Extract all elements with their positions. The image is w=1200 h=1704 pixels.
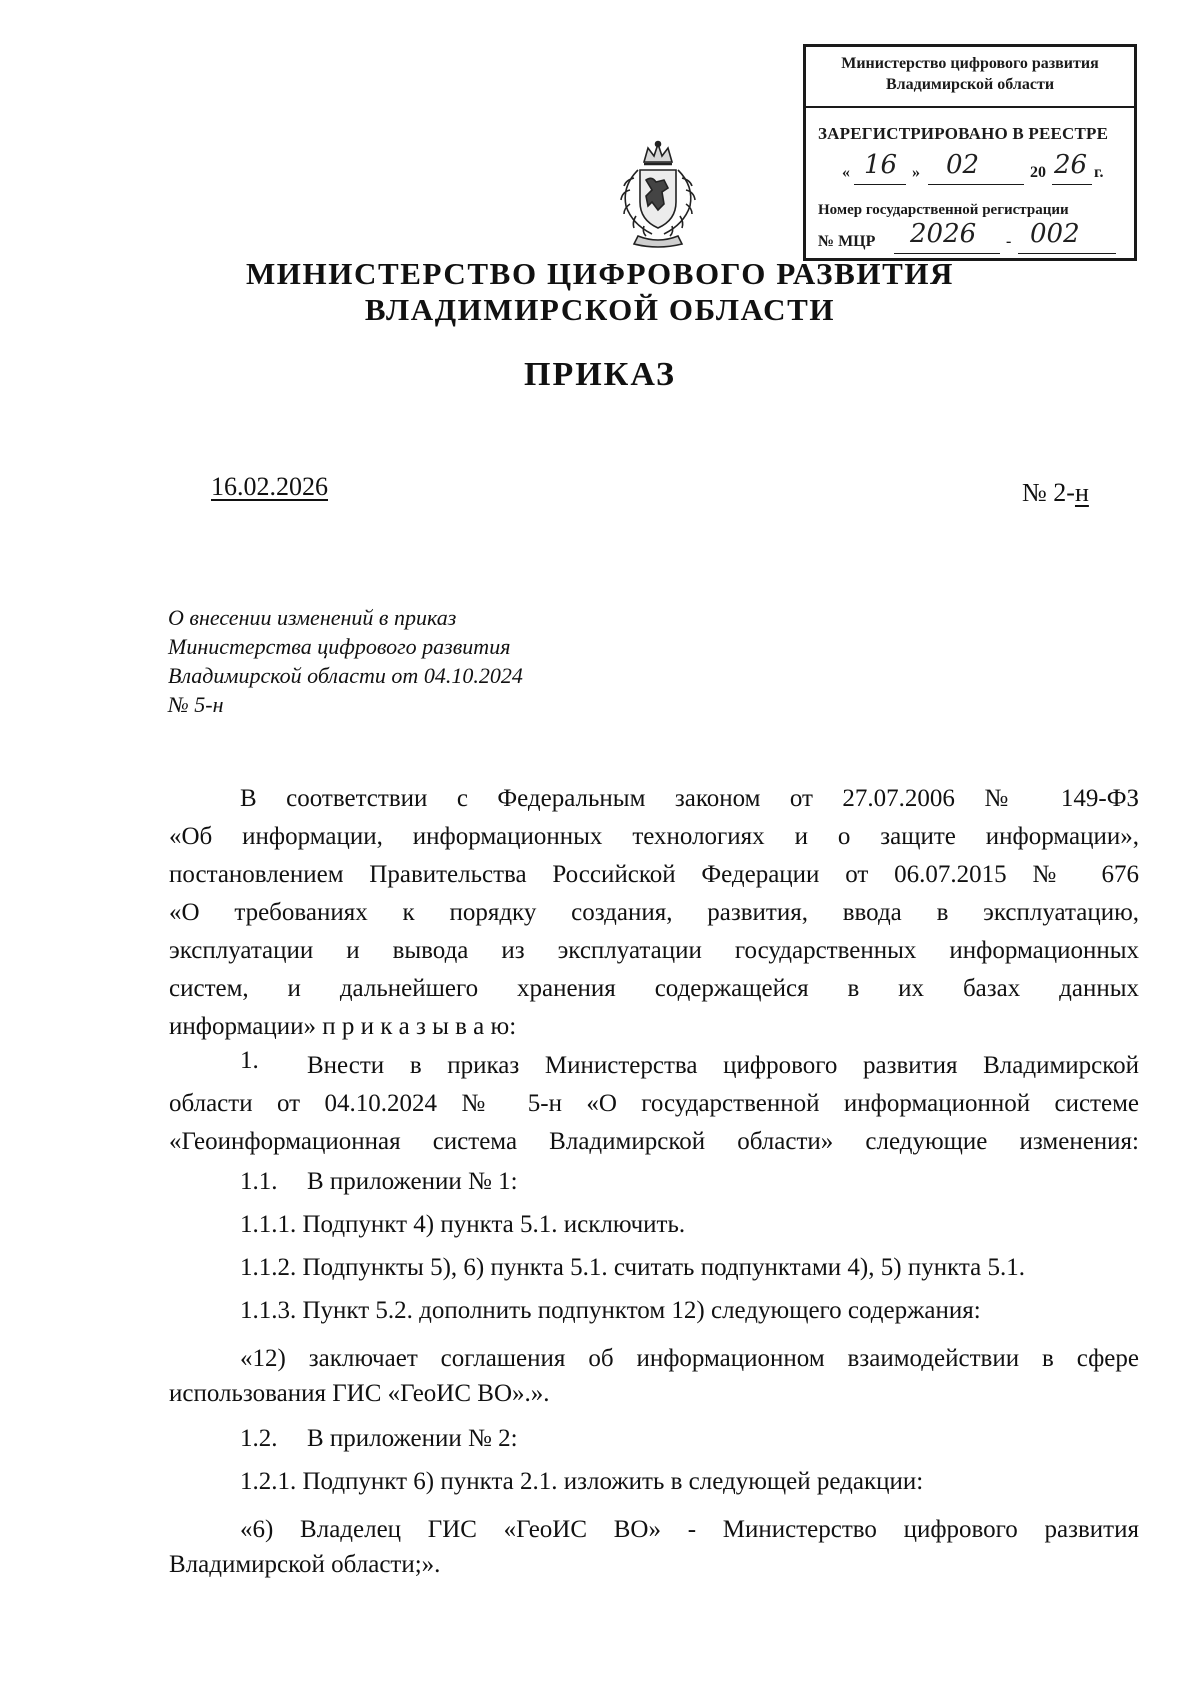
item-1-1-1: 1.1.1. Подпункт 4) пункта 5.1. исключить. (240, 1211, 686, 1238)
subject-line: № 5-н (168, 692, 224, 717)
subject-line: О внесении изменений в приказ (168, 605, 457, 630)
stamp-registered-label: ЗАРЕГИСТРИРОВАНО В РЕЕСТРЕ (818, 124, 1109, 143)
order-number-suffix: н (1074, 478, 1089, 507)
item-1-1-3: 1.1.3. Пункт 5.2. дополнить подпунктом 12) следующего содержания: (240, 1297, 981, 1324)
item-1-line3: «Геоинформационная система Владимирской области» следующие изменения: (169, 1128, 1139, 1155)
quote-12-line1-wrap (240, 1340, 1139, 1378)
quote-6-line2: Владимирской области;». (169, 1551, 441, 1578)
stamp-date-open-quote: « (842, 164, 850, 181)
item-1-2-1: 1.2.1. Подпункт 6) пункта 2.1. изложить в следующей редакции: (240, 1468, 924, 1495)
item-1-number: 1. (240, 1047, 259, 1074)
quote-6-line1: «6) Владелец ГИС «ГеоИС ВО» - Министерство цифрового развития (240, 1516, 1139, 1543)
stamp-regnum-title: Номер государственной регистрации (818, 202, 1069, 218)
stamp-regnum-year-handwritten: 2026 (910, 219, 977, 249)
quote-12-line2: использования ГИС «ГеоИС ВО».». (169, 1380, 550, 1407)
stamp-month-handwritten: 02 (946, 150, 980, 180)
quote-12-line1: «12) заключает соглашения об информационном взаимодействии в сфере (240, 1345, 1139, 1372)
preamble-line: систем, и дальнейшего хранения содержащейся в их базах данных (169, 975, 1139, 1002)
stamp-year-prefix: 20 (1030, 164, 1046, 181)
stamp-divider (806, 106, 1134, 108)
item-1-2-number: 1.2. (240, 1425, 278, 1452)
preamble-line: «Об информации, информационных технологиях и о защите информации», (169, 823, 1139, 850)
quote-6-line1-wrap (240, 1511, 1139, 1549)
order-number (1022, 478, 1089, 508)
stamp-regnum-dash: - (1006, 233, 1012, 250)
stamp-regnum-prefix: № МЦР (818, 233, 876, 250)
preamble-line: эксплуатации и вывода из эксплуатации государственных информационных (169, 937, 1139, 964)
stamp-date-close-quote: » (912, 164, 920, 181)
order-subject (168, 603, 523, 719)
preamble-last-line: информации» п р и к а з ы в а ю: (169, 1013, 517, 1040)
item-1-2-text: В приложении № 2: (307, 1425, 518, 1452)
stamp-organization (806, 53, 1134, 95)
preamble-paragraph (169, 780, 1139, 1046)
subject-line: Владимирской области от 04.10.2024 (168, 663, 523, 688)
preamble-line: В соответствии с Федеральным законом от 27.07.2006 № 149-ФЗ (240, 785, 1139, 812)
registration-stamp (803, 44, 1137, 261)
item-1-1-text: В приложении № 1: (307, 1168, 518, 1195)
subject-line: Министерства цифрового развития (168, 634, 511, 659)
item-1-1-2: 1.1.2. Подпункты 5), 6) пункта 5.1. считать подпунктами 4), 5) пункта 5.1. (240, 1254, 1025, 1281)
order-number-prefix: № 2- (1022, 478, 1075, 507)
coat-of-arms-icon (608, 140, 708, 248)
item-1-line1-wrap (307, 1047, 1139, 1085)
item-1-continuation (169, 1085, 1139, 1161)
item-1-line2: области от 04.10.2024 № 5-н «О государственной информационной системе (169, 1090, 1139, 1117)
preamble-line: «О требованиях к порядку создания, развития, ввода в эксплуатацию, (169, 899, 1139, 926)
ministry-name (0, 256, 1200, 328)
preamble-line: постановлением Правительства Российской Федерации от 06.07.2015 № 676 (169, 861, 1139, 888)
item-1-line1: Внести в приказ Министерства цифрового развития Владимирской (307, 1052, 1139, 1079)
order-date: 16.02.2026 (211, 472, 328, 501)
stamp-regnum-number-handwritten: 002 (1030, 219, 1080, 249)
stamp-org-line1: Министерство цифрового развития (841, 55, 1099, 72)
stamp-regnum-row (818, 219, 1128, 257)
stamp-org-line2: Владимирской области (885, 76, 1055, 93)
stamp-date-row (842, 150, 1112, 188)
document-type-title: ПРИКАЗ (524, 356, 676, 393)
ministry-name-line1: МИНИСТЕРСТВО ЦИФРОВОГО РАЗВИТИЯ (245, 256, 955, 291)
ministry-name-line2: ВЛАДИМИРСКОЙ ОБЛАСТИ (364, 292, 836, 327)
stamp-year-unit: г. (1094, 164, 1104, 181)
stamp-year-handwritten: 26 (1054, 150, 1088, 180)
item-1-1-number: 1.1. (240, 1168, 278, 1195)
stamp-day-handwritten: 16 (864, 150, 898, 180)
